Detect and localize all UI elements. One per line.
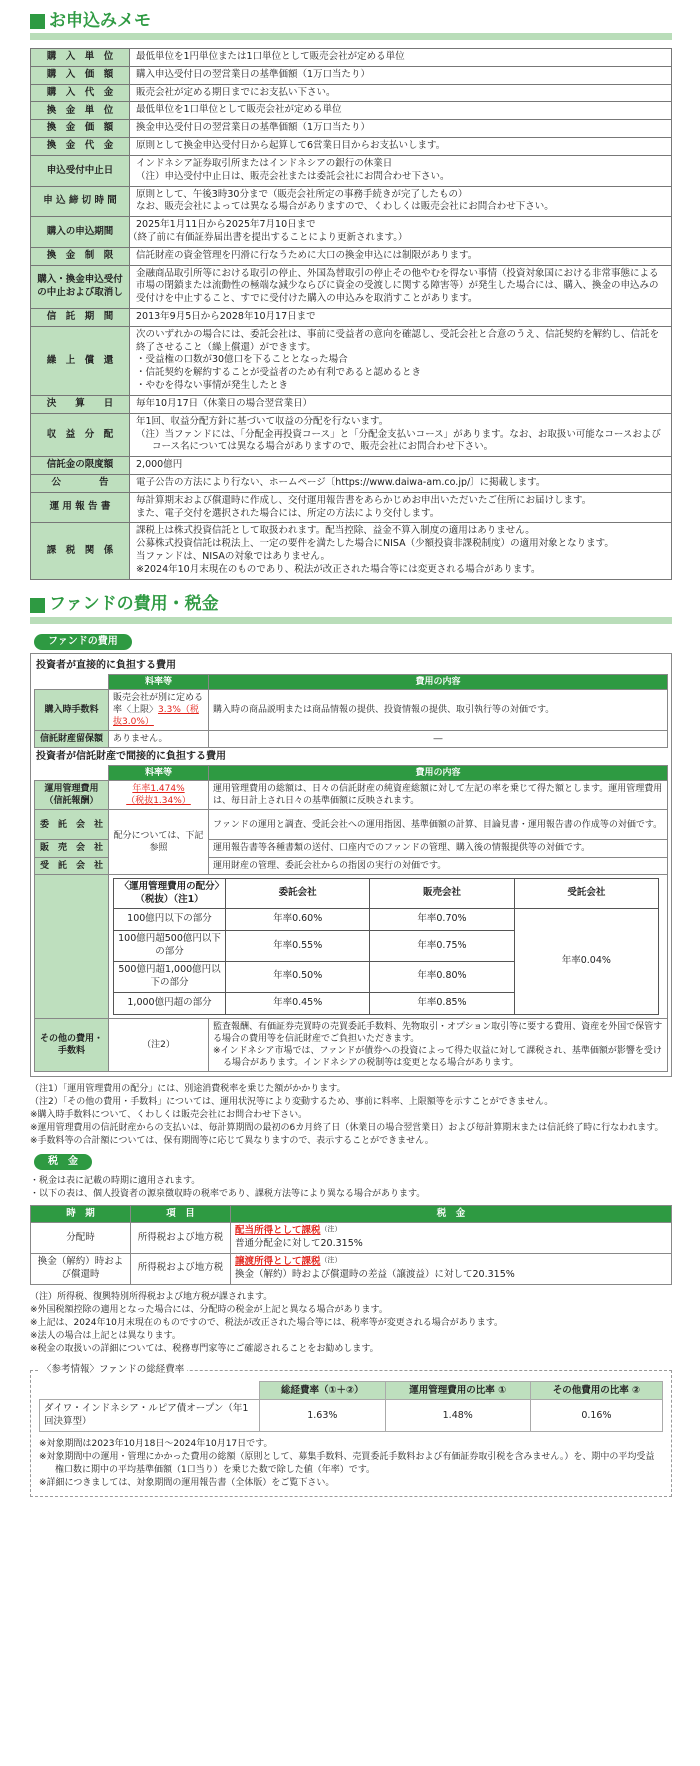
memo-row: [31, 523, 672, 579]
alloc-col-header: 受託会社: [514, 878, 658, 909]
memo-row-value: 2013年9月5日から2028年10月17日まで: [130, 309, 672, 327]
memo-row-label: 信 託 期 間: [31, 309, 130, 327]
fees-box: [30, 653, 672, 1078]
memo-row: [31, 102, 672, 120]
memo-row: [31, 457, 672, 475]
memo-row-label: 決 算 日: [31, 395, 130, 413]
entity-label: 販 売 会 社: [35, 840, 109, 857]
indirect-costs-table: [34, 765, 668, 1072]
note-line: ・以下の表は、個人投資者の源泉徴収時の税率であり、課税方法等により異なる場合があります。: [30, 1189, 426, 1200]
ratio-col: 総経費率（①＋②）: [260, 1381, 386, 1399]
memo-row: [31, 120, 672, 138]
note-line: ※手数料等の合計額については、保有期間等に応じて異なりますので、表示することができません。: [30, 1136, 434, 1147]
memo-row-label: 購 入 単 位: [31, 49, 130, 67]
memo-row-value: 販売会社が定める期日までにお支払い下さい。: [130, 84, 672, 102]
memo-row: [31, 49, 672, 67]
reference-box: [30, 1363, 672, 1497]
memo-section-header: [30, 10, 672, 40]
col-content: 費用の内容: [209, 766, 668, 781]
memo-row-label: 換 金 単 位: [31, 102, 130, 120]
alloc-spacer: [35, 874, 109, 1018]
note-line: ※外国税額控除の適用となった場合には、分配時の税金が上記と異なる場合があります。: [30, 1304, 388, 1315]
note-line: （注2）「その他の費用・手数料」については、運用状況等により変動するため、事前に料率、上限額等を示すことができません。: [30, 1097, 554, 1108]
note-line: ※購入時手数料について、くわしくは販売会社にお問合わせ下さい。: [30, 1110, 308, 1121]
purchase-fee-label: 購入時手数料: [35, 689, 109, 730]
alloc-value: 年率0.70%: [370, 909, 514, 931]
tax-table: [30, 1205, 672, 1285]
fees-section-header: [30, 594, 672, 624]
retain-label: 信託財産留保額: [35, 731, 109, 748]
purchase-fee-content: 購入時の商品説明または商品情報の提供、投資情報の提供、取引執行等の対価です。: [209, 689, 668, 730]
tax-detail: 譲渡所得として課税$^{(注)}$ 換金（解約）時および償還時の差益（譲渡益）に対して20.315%: [231, 1253, 672, 1284]
memo-row-value: 次のいずれかの場合には、委託会社は、事前に受益者の意向を確認し、受託会社と合意のうえ、信託契約を解約し、信託を終了させること（繰上償還）ができます。 ・受益権の口数が30億口を下ることとなった場合 ・信託契約を解約することが受益者のため有利であると認めるとき ・やむを得ない事情が発生したとき: [130, 326, 672, 395]
mgmt-fee-rate: 年率1.474% （税抜1.34%）: [109, 781, 209, 810]
fund-costs-pill: ファンドの費用: [34, 634, 132, 650]
fees-title: ファンドの費用・税金: [49, 594, 219, 615]
ratio-col: その他費用の比率 ②: [530, 1381, 662, 1399]
other-fees-label: その他の費用・手数料: [35, 1018, 109, 1072]
reference-notes: [39, 1438, 663, 1490]
memo-row: [31, 309, 672, 327]
alloc-value: 年率0.80%: [370, 962, 514, 993]
direct-costs-heading: 投資者が直接的に負担する費用: [36, 659, 176, 671]
mgmt-fee-label: 運用管理費用（信託報酬）: [35, 781, 109, 810]
memo-row-label: 繰 上 償 還: [31, 326, 130, 395]
memo-row: [31, 265, 672, 308]
col-rate: 料率等: [109, 674, 209, 689]
memo-row-value: 換金申込受付日の翌営業日の基準価額（1万口当たり）: [130, 120, 672, 138]
memo-row: [31, 492, 672, 523]
memo-row-label: 購入の申込期間: [31, 217, 130, 248]
memo-row-label: 購 入 代 金: [31, 84, 130, 102]
entity-label: 委 託 会 社: [35, 810, 109, 840]
tax-pill: 税 金: [34, 1154, 92, 1170]
tax-item: 所得税および地方税: [131, 1223, 231, 1254]
allocation-table: [113, 878, 659, 1015]
memo-title: お申込みメモ: [49, 10, 151, 31]
note-line: （注1）「運用管理費用の配分」には、別途消費税率を乗じた額がかかります。: [30, 1084, 346, 1095]
alloc-col-header: 販売会社: [370, 878, 514, 909]
entity-content: 運用財産の管理、委託会社からの指図の実行の対価です。: [209, 857, 668, 874]
col-rate: 料率等: [109, 766, 209, 781]
memo-row: [31, 84, 672, 102]
tax-item: 所得税および地方税: [131, 1253, 231, 1284]
memo-row-value: 電子公告の方法により行ない、ホームページ〔https://www.daiwa-am.co.jp/〕に掲載します。: [130, 474, 672, 492]
ratio-value: 1.48%: [385, 1400, 530, 1432]
alloc-value: 年率0.55%: [226, 931, 370, 962]
alloc-value: 年率0.60%: [226, 909, 370, 931]
memo-row: [31, 66, 672, 84]
alloc-row-label: 100億円以下の部分: [114, 909, 226, 931]
tax-notes: [30, 1291, 672, 1356]
memo-row-value: 毎計算期末および償還時に作成し、交付運用報告書をあらかじめお申出いただいたご住所にお届けします。 また、電子交付を選択された場合には、所定の方法により交付します。: [130, 492, 672, 523]
ratio-value: 0.16%: [530, 1400, 662, 1432]
tax-time: 換金（解約）時および償還時: [31, 1253, 131, 1284]
memo-row: [31, 217, 672, 248]
square-icon: [30, 14, 45, 29]
entity-label: 受 託 会 社: [35, 857, 109, 874]
tax-time: 分配時: [31, 1223, 131, 1254]
col-content: 費用の内容: [209, 674, 668, 689]
memo-row: [31, 326, 672, 395]
memo-row-value: 最低単位を1円単位または1口単位として販売会社が定める単位: [130, 49, 672, 67]
fund-name: ダイワ・インドネシア・ルピア債オープン（年1回決算型）: [40, 1400, 260, 1432]
alloc-trustee-value: 年率0.04%: [514, 909, 658, 1014]
memo-table: [30, 48, 672, 580]
fee-notes: [30, 1083, 672, 1148]
alloc-row-label: 500億円超1,000億円以下の部分: [114, 962, 226, 993]
entity-content: ファンドの運用と調査、受託会社への運用指図、基準価額の計算、目論見書・運用報告書の作成等の対価です。: [209, 810, 668, 840]
alloc-note: 配分については、下記参照: [109, 810, 209, 874]
alloc-header: 〈運用管理費用の配分〉（税抜）（注1）: [114, 878, 226, 909]
memo-row: [31, 155, 672, 186]
tax-col: 時 期: [31, 1205, 131, 1223]
purchase-fee-rate: 販売会社が別に定める率〈上限〉3.3%（税抜3.0%）: [109, 689, 209, 730]
tax-intro: [30, 1175, 672, 1201]
memo-row-label: 課 税 関 係: [31, 523, 130, 579]
memo-row: [31, 247, 672, 265]
memo-row-value: 信託財産の資金管理を円滑に行なうために大口の換金申込には制限があります。: [130, 247, 672, 265]
memo-row: [31, 474, 672, 492]
memo-row: [31, 186, 672, 217]
note-line: ※上記は、2024年10月末現在のものですので、税法が改正された場合等には、税率等が変更される場合があります。: [30, 1317, 504, 1328]
alloc-value: 年率0.75%: [370, 931, 514, 962]
memo-row-label: 換 金 価 額: [31, 120, 130, 138]
alloc-value: 年率0.45%: [226, 992, 370, 1014]
note-line: ※法人の場合は上記とは異なります。: [30, 1330, 181, 1341]
memo-row: [31, 138, 672, 156]
memo-row-label: 換 金 制 限: [31, 247, 130, 265]
retain-rate: ありません。: [109, 731, 209, 748]
note-line: （注）所得税、復興特別所得税および地方税が課されます。: [30, 1291, 273, 1302]
square-icon: [30, 598, 45, 613]
memo-row-label: 公 告: [31, 474, 130, 492]
memo-row-label: 購入・換金申込受付の中止および取消し: [31, 265, 130, 308]
memo-row-value: 最低単位を1口単位として販売会社が定める単位: [130, 102, 672, 120]
tax-col: 税 金: [231, 1205, 672, 1223]
memo-row-value: 年1回、収益分配方針に基づいて収益の分配を行ないます。 （注）当ファンドには、「分配金再投資コース」と「分配金支払いコース」があります。なお、お取扱い可能なコースおよびコース名については異なる場合がありますので、販売会社にお問合わせ下さい。: [130, 413, 672, 456]
entity-content: 運用報告書等各種書類の送付、口座内でのファンドの管理、購入後の情報提供等の対価です。: [209, 840, 668, 857]
ratio-col: 運用管理費用の比率 ①: [385, 1381, 530, 1399]
note-line: ※対象期間は2023年10月18日～2024年10月17日です。: [39, 1438, 273, 1449]
reference-label: 〈参考情報〉ファンドの総経費率: [39, 1363, 187, 1376]
alloc-col-header: 委託会社: [226, 878, 370, 909]
indirect-costs-heading: 投資者が信託財産で間接的に負担する費用: [36, 751, 226, 763]
memo-row-value: 購入申込受付日の翌営業日の基準価額（1万口当たり）: [130, 66, 672, 84]
alloc-row-label: 1,000億円超の部分: [114, 992, 226, 1014]
note-line: ・税金は表に記載の時期に適用されます。: [30, 1176, 201, 1187]
ratio-value: 1.63%: [260, 1400, 386, 1432]
memo-row: [31, 413, 672, 456]
memo-row-label: 運 用 報 告 書: [31, 492, 130, 523]
note-line: ※詳細につきましては、対象期間の運用報告書（全体版）をご覧下さい。: [39, 1477, 335, 1488]
expense-ratio-table: [39, 1381, 663, 1432]
mgmt-fee-content: 運用管理費用の総額は、日々の信託財産の純資産総額に対して左記の率を乗じて得た額とします。運用管理費用は、毎日計上され日々の基準価額に反映されます。: [209, 781, 668, 810]
memo-row: [31, 395, 672, 413]
memo-row-value: 2,000億円: [130, 457, 672, 475]
memo-row-value: 原則として換金申込受付日から起算して6営業日目からお支払いします。: [130, 138, 672, 156]
note-line: ※運用管理費用の信託財産からの支払いは、毎計算期間の最初の6カ月終了日（休業日の場合翌営業日）および毎計算期末または信託終了時に行なわれます。: [30, 1123, 664, 1134]
memo-row-label: 申込受付中止日: [31, 155, 130, 186]
other-fees-rate: （注2）: [109, 1018, 209, 1072]
memo-row-value: 毎年10月17日（休業日の場合翌営業日）: [130, 395, 672, 413]
memo-row-label: 購 入 価 額: [31, 66, 130, 84]
retain-content: ―: [209, 731, 668, 748]
memo-row-label: 信託金の限度額: [31, 457, 130, 475]
alloc-row-label: 100億円超500億円以下の部分: [114, 931, 226, 962]
tax-col: 項 目: [131, 1205, 231, 1223]
tax-detail: 配当所得として課税$^{(注)}$ 普通分配金に対して20.315%: [231, 1223, 672, 1254]
other-fees-content: 監査報酬、有価証券売買時の売買委託手数料、先物取引・オプション取引等に要する費用、資産を外国で保管する場合の費用等を信託財産でご負担いただきます。 ※インドネシア市場では、ファンドが債券への投資によって得た収益に対して課税され、基準価額が影響を受ける場合があります。インドネシアの税制等は変更となる場合があります。: [209, 1018, 668, 1072]
memo-row-label: 換 金 代 金: [31, 138, 130, 156]
alloc-value: 年率0.50%: [226, 962, 370, 993]
note-line: ※対象期間中の運用・管理にかかった費用の総額（原則として、募集手数料、売買委託手数料および有価証券取引税を含みません。）を、期中の平均受益権口数に期中の平均基準価額（1口当り）を乗じた数で除した値（年率）です。: [39, 1451, 655, 1475]
alloc-cell: [109, 874, 668, 1018]
direct-costs-table: [34, 674, 668, 749]
memo-row-value: インドネシア証券取引所またはインドネシアの銀行の休業日 （注）申込受付中止日は、販売会社または委託会社にお問合わせ下さい。: [130, 155, 672, 186]
note-line: ※税金の取扱いの詳細については、税務専門家等にご確認されることをお勧めします。: [30, 1343, 379, 1354]
memo-row-label: 収 益 分 配: [31, 413, 130, 456]
memo-row-value: 課税上は株式投資信託として取扱われます。配当控除、益金不算入制度の適用はありません。 公募株式投資信託は税法上、一定の要件を満たした場合にNISA（少額投資非課税制度）の適用対象となります。 当ファンドは、NISAの対象ではありません。 ※2024年10月末現在のものであり、税法が改正された場合等には変更される場合があります。: [130, 523, 672, 579]
memo-row-value: 2025年1月11日から2025年7月10日まで （終了前に有価証券届出書を提出することにより更新されます。）: [130, 217, 672, 248]
memo-row-value: 金融商品取引所等における取引の停止、外国為替取引の停止その他やむを得ない事情（投資対象国における非常事態による市場の閉鎖または流動性の極端な減少ならびに資金の受渡しに関する障害等）が発生した場合には、購入、換金の申込みの受付けを中止すること、すでに受付けた購入の申込みを取消すことがあります。: [130, 265, 672, 308]
alloc-value: 年率0.85%: [370, 992, 514, 1014]
memo-row-label: 申 込 締 切 時 間: [31, 186, 130, 217]
memo-row-value: 原則として、午後3時30分まで（販売会社所定の事務手続きが完了したもの） なお、販売会社によっては異なる場合がありますので、くわしくは販売会社にお問合わせ下さい。: [130, 186, 672, 217]
